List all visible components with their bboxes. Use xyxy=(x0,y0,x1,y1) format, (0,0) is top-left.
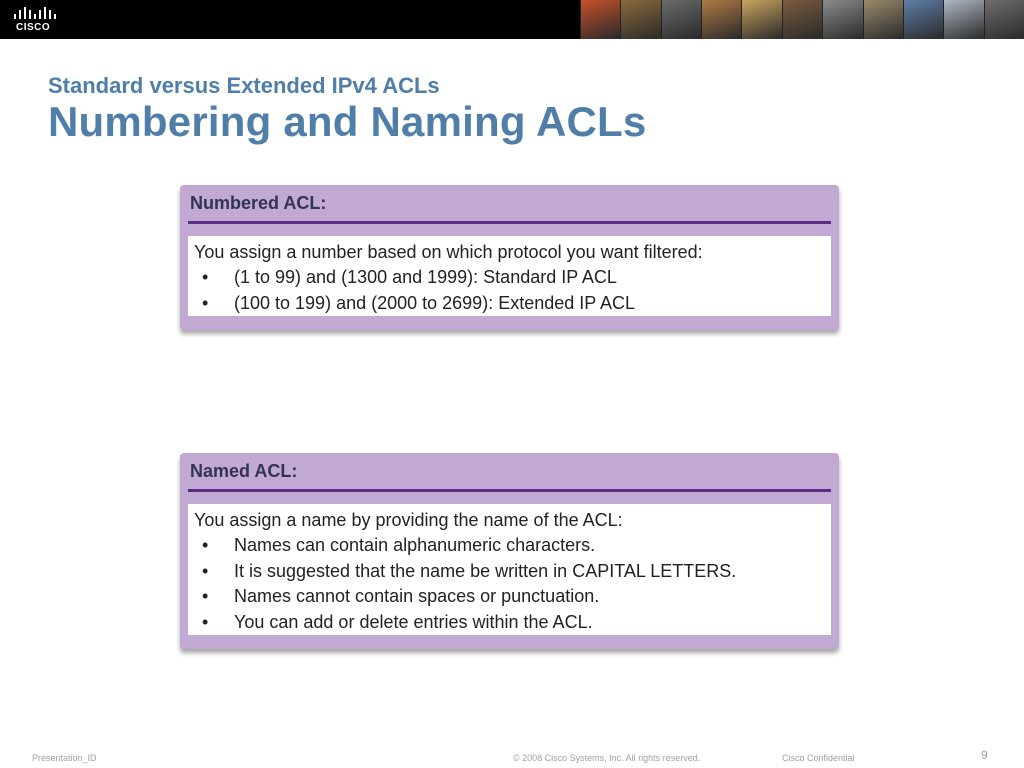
named-acl-intro: You assign a name by providing the name of the ACL: xyxy=(194,510,623,530)
list-item-text: (100 to 199) and (2000 to 2699): Extended IP ACL xyxy=(234,292,635,313)
named-acl-body xyxy=(188,504,831,635)
bullet-icon: • xyxy=(202,292,209,313)
numbered-acl-body xyxy=(188,236,831,316)
named-acl-divider xyxy=(188,489,831,492)
list-item xyxy=(194,584,825,610)
numbered-acl-box xyxy=(180,185,839,330)
numbered-acl-heading: Numbered ACL: xyxy=(190,193,327,213)
logo-wordmark: CISCO xyxy=(16,22,51,33)
numbered-acl-intro: You assign a number based on which protocol you want filtered: xyxy=(194,242,703,262)
list-item-text: Names cannot contain spaces or punctuation. xyxy=(234,586,600,606)
slide-title: Numbering and Naming ACLs xyxy=(48,98,647,145)
named-acl-list xyxy=(194,533,825,635)
footer-confidential: Cisco Confidential xyxy=(782,753,855,763)
bullet-icon: • xyxy=(202,586,209,606)
list-item xyxy=(194,265,825,291)
cisco-bridge-icon xyxy=(12,6,56,20)
bullet-icon: • xyxy=(202,267,209,287)
named-acl-heading: Named ACL: xyxy=(190,461,298,481)
header-photo xyxy=(701,0,741,39)
list-item-text: You can add or delete entries within the ACL. xyxy=(234,611,593,632)
slide-subtitle: Standard versus Extended IPv4 ACLs xyxy=(48,73,440,98)
bullet-icon: • xyxy=(202,611,209,632)
header-photo xyxy=(903,0,943,39)
header-bar xyxy=(0,0,1024,39)
numbered-acl-list xyxy=(194,265,825,316)
footer-presentation-id: Presentation_ID xyxy=(32,753,97,763)
page-number: 9 xyxy=(981,748,988,762)
header-photo xyxy=(782,0,822,39)
footer-copyright: © 2008 Cisco Systems, Inc. All rights reserved. xyxy=(513,753,701,763)
header-photo xyxy=(822,0,862,39)
bullet-icon: • xyxy=(202,535,209,555)
named-acl-box xyxy=(180,453,839,649)
list-item-text: Names can contain alphanumeric characters. xyxy=(234,535,596,555)
list-item xyxy=(194,610,825,636)
list-item-text: (1 to 99) and (1300 and 1999): Standard IP ACL xyxy=(234,267,617,287)
list-item xyxy=(194,291,825,317)
list-item xyxy=(194,533,825,559)
cisco-logo xyxy=(12,6,60,34)
list-item-text: It is suggested that the name be written in CAPITAL LETTERS. xyxy=(234,560,737,581)
list-item xyxy=(194,559,825,585)
header-photo xyxy=(984,0,1024,39)
header-photo xyxy=(863,0,903,39)
header-photo xyxy=(741,0,781,39)
header-photo xyxy=(943,0,983,39)
header-photo xyxy=(580,0,620,39)
header-photo-strip xyxy=(580,0,1024,39)
bullet-icon: • xyxy=(202,560,209,581)
header-photo xyxy=(620,0,660,39)
numbered-acl-divider xyxy=(188,221,831,224)
header-photo xyxy=(661,0,701,39)
